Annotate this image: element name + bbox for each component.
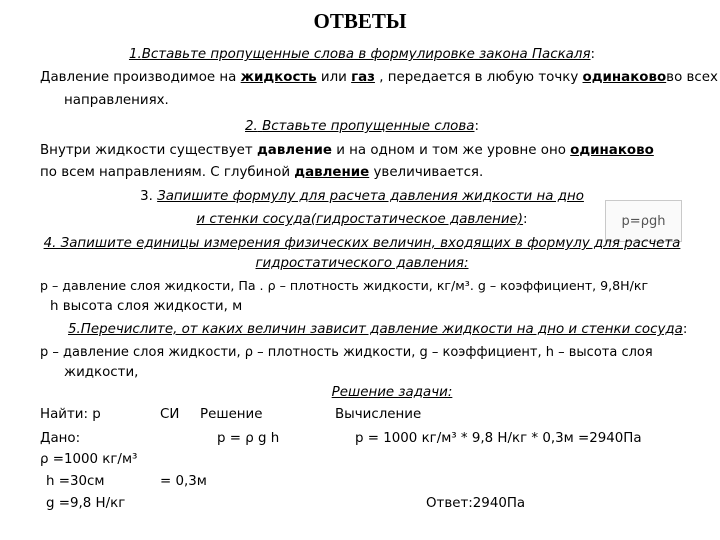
answer-5-line-1: р – давление слоя жидкости, ρ – плотность жидкости, g – коэффициент, h – высота слоя [40, 345, 653, 360]
find-label: Найти: р [40, 407, 101, 422]
h-si-value: = 0,3м [160, 474, 207, 489]
question-3-line-1: 3. Запишите формулу для расчета давления жидкости на дно [140, 189, 584, 204]
g-value: g =9,8 Н/кг [46, 496, 126, 511]
answer-4-line-1: р – давление слоя жидкости, Па . ρ – плотность жидкости, кг/м³. g – коэффициент, 9,8Н/кг [40, 278, 649, 293]
answer-2-word-pressure-2: давление [294, 165, 370, 180]
question-4-line-2 [40, 255, 684, 273]
h-value: h =30см [46, 474, 105, 489]
answer-1-line-1: Давление производимое на жидкость или газ , передается в любую точку одинаковово всех [40, 70, 718, 85]
answer-2-word-pressure: давление [256, 143, 332, 158]
question-5-text: 5.Перечислите, от каких величин зависит давление жидкости на дно и стенки сосуда [68, 322, 683, 337]
si-label: СИ [160, 407, 180, 422]
question-3-text-2: и стенки сосуда(гидростатическое давление) [196, 212, 524, 227]
answer-1-word-equally: одинаково [582, 70, 667, 85]
answer-2-line-2: по всем направлениям. С глубиной давление увеличивается. [40, 165, 484, 180]
formula-image-text: p=ρgh [621, 213, 666, 229]
answer-2-line-1: Внутри жидкости существует давление и на одном и том же уровне оно одинаково [40, 143, 654, 158]
solution-heading [40, 384, 684, 402]
question-3-line-2: и стенки сосуда(гидростатическое давление): [196, 212, 528, 227]
question-2-text: 2. Вставьте пропущенные слова [245, 119, 475, 134]
answer-1-line-2: направлениях. [64, 93, 169, 108]
question-4-line-1 [40, 235, 684, 253]
answer-text: Ответ:2940Па [426, 496, 526, 511]
given-label: Дано: [40, 431, 81, 446]
question-2: 2. Вставьте пропущенные слова: [245, 119, 479, 134]
solution-label: Решение [200, 407, 263, 422]
answer-1-word-gas: газ [351, 70, 375, 85]
answer-5-line-2: жидкости, [64, 365, 139, 380]
page-title: ОТВЕТЫ [313, 9, 407, 33]
question-4-text-1: 4. Запишите единицы измерения физических величин, входящих в формулу для расчета [43, 236, 681, 251]
question-1-text: 1.Вставьте пропущенные слова в формулировке закона Паскаля [128, 47, 591, 62]
question-4-text-2: гидростатического давления: [255, 256, 469, 271]
rho-value: ρ =1000 кг/м³ [40, 452, 138, 467]
formula-text: р = ρ g h [217, 431, 280, 446]
question-3-text-1: Запишите формулу для расчета давления жидкости на дно [157, 189, 584, 204]
answer-1-word-liquid: жидкость [240, 70, 317, 85]
solution-heading-text: Решение задачи: [331, 385, 453, 400]
answer-4-line-2: h высота слоя жидкости, м [50, 299, 243, 314]
calculation-label: Вычисление [335, 407, 422, 422]
question-1: 1.Вставьте пропущенные слова в формулировке закона Паскаля: [128, 47, 596, 62]
question-5: 5.Перечислите, от каких величин зависит давление жидкости на дно и стенки сосуда: [68, 322, 688, 337]
answer-2-word-equally: одинаково [570, 143, 654, 158]
calculation-text: р = 1000 кг/м³ * 9,8 Н/кг * 0,3м =2940Па [355, 431, 642, 446]
